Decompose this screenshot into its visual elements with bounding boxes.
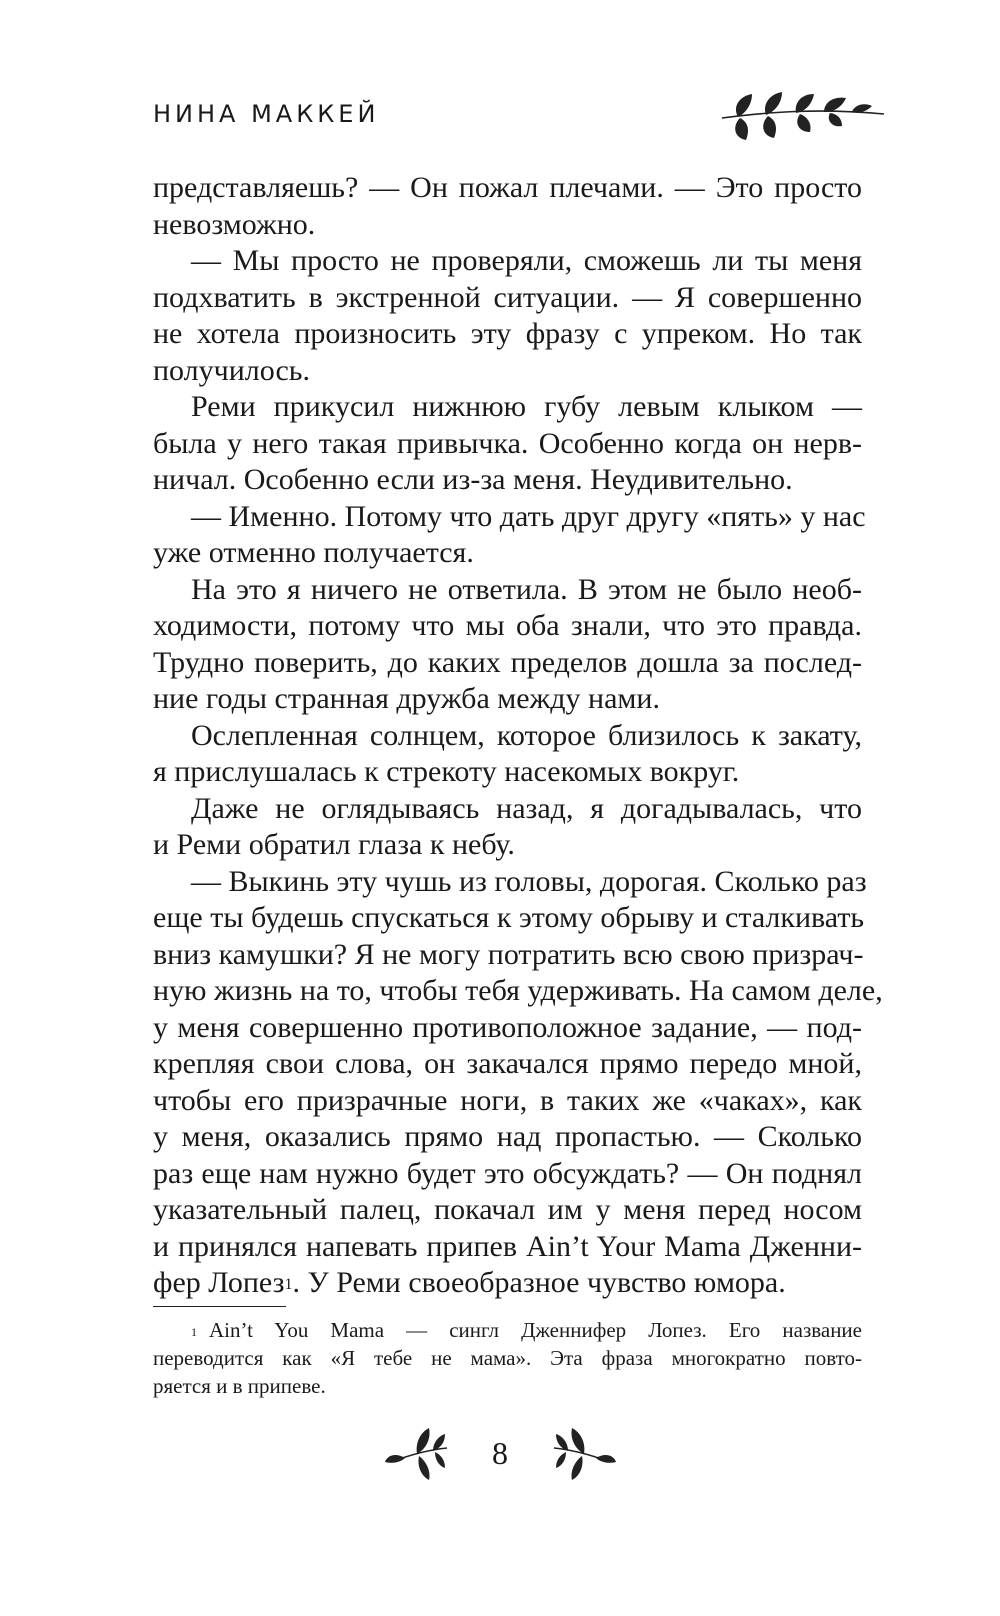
leaf-sprig-icon bbox=[383, 1418, 453, 1488]
text-line: вниз камушки? Я не могу потратить всю свою призрач- bbox=[153, 937, 864, 971]
text-line: раз еще нам нужно будет это обсуждать? — Он поднял bbox=[153, 1156, 862, 1190]
text-line: ходимости, потому что мы оба знали, что это правда. bbox=[153, 609, 862, 642]
body-text bbox=[153, 170, 883, 1302]
text-line: Даже не оглядываясь назад, я догадывалась, что bbox=[191, 791, 862, 825]
footnote-reference[interactable]: 1 bbox=[284, 1276, 293, 1293]
footnote-marker: 1 bbox=[191, 1325, 197, 1339]
text-line: крепляя свои слова, он закачался прямо передо мной, bbox=[153, 1047, 862, 1080]
text-line: и Реми обратил глаза к небу. bbox=[153, 828, 515, 861]
text-line-last bbox=[153, 1265, 862, 1302]
text-line: получилось. bbox=[153, 353, 310, 387]
text-line: На это я ничего не ответила. В этом не было необ- bbox=[191, 572, 862, 606]
text-line: чтобы его призрачные ноги, в таких же «чаках», как bbox=[153, 1083, 862, 1117]
footnote bbox=[153, 1316, 862, 1400]
text-line: и принялся напевать припев Ain’t Your Mama Дженни- bbox=[153, 1229, 862, 1263]
footnote-rule bbox=[153, 1306, 286, 1307]
text-line: ничал. Особенно если из-за меня. Неудивительно. bbox=[153, 463, 793, 496]
leaf-sprig-icon bbox=[548, 1418, 618, 1488]
text-fragment: фер Лопез bbox=[153, 1266, 285, 1299]
text-line: ную жизнь на то, чтобы тебя удерживать. На самом деле, bbox=[153, 974, 883, 1007]
text-line: у меня совершенно противоположное задание, — под- bbox=[153, 1010, 862, 1044]
text-line: ние годы странная дружба между нами. bbox=[153, 682, 660, 715]
text-line: подхватить в экстренной ситуации. — Я совершенно bbox=[153, 280, 862, 314]
text-line: невозможно. bbox=[153, 207, 316, 241]
text-line: — Выкинь эту чушь из головы, дорогая. Сколько раз bbox=[191, 864, 867, 898]
text-line: Трудно поверить, до каких пределов дошла за послед- bbox=[153, 645, 862, 679]
footnote-line: ряется и в припеве. bbox=[153, 1374, 326, 1398]
text-line: еще ты будешь спускаться к этому обрыву и сталкивать bbox=[153, 901, 865, 934]
running-head-author: НИНА МАККЕЙ bbox=[153, 100, 380, 128]
footnote-line bbox=[153, 1316, 862, 1344]
text-line: была у него такая привычка. Особенно когда он нерв- bbox=[153, 426, 862, 460]
text-line: у меня, оказались прямо над пропастью. — Сколько bbox=[153, 1120, 862, 1153]
footnote-line: переводится как «Я тебе не мама». Эта фраза многократно повто- bbox=[153, 1346, 862, 1370]
leaf-branch-icon bbox=[718, 88, 888, 144]
text-line: указательный палец, покачал им у меня перед носом bbox=[153, 1193, 862, 1226]
text-line: я прислушалась к стрекоту насекомых вокруг. bbox=[153, 755, 740, 788]
text-line: Реми прикусил нижнюю губу левым клыком — bbox=[191, 390, 862, 423]
footnote-text: Ain’t You Mama — сингл Дженнифер Лопез. Его название bbox=[209, 1318, 862, 1342]
text-line: представляешь? — Он пожал плечами. — Это просто bbox=[153, 171, 862, 204]
text-line: не хотела произносить эту фразу с упреком. Но так bbox=[153, 317, 862, 350]
page-number: 8 bbox=[492, 1435, 508, 1471]
text-fragment: . У Реми своеобразное чувство юмора. bbox=[292, 1266, 786, 1299]
text-line: — Именно. Потому что дать друг другу «пять» у нас bbox=[191, 499, 866, 533]
text-line: Ослепленная солнцем, которое близилось к закату, bbox=[191, 718, 862, 752]
text-line: уже отменно получается. bbox=[153, 536, 474, 569]
text-line: — Мы просто не проверяли, сможешь ли ты меня bbox=[191, 244, 862, 277]
